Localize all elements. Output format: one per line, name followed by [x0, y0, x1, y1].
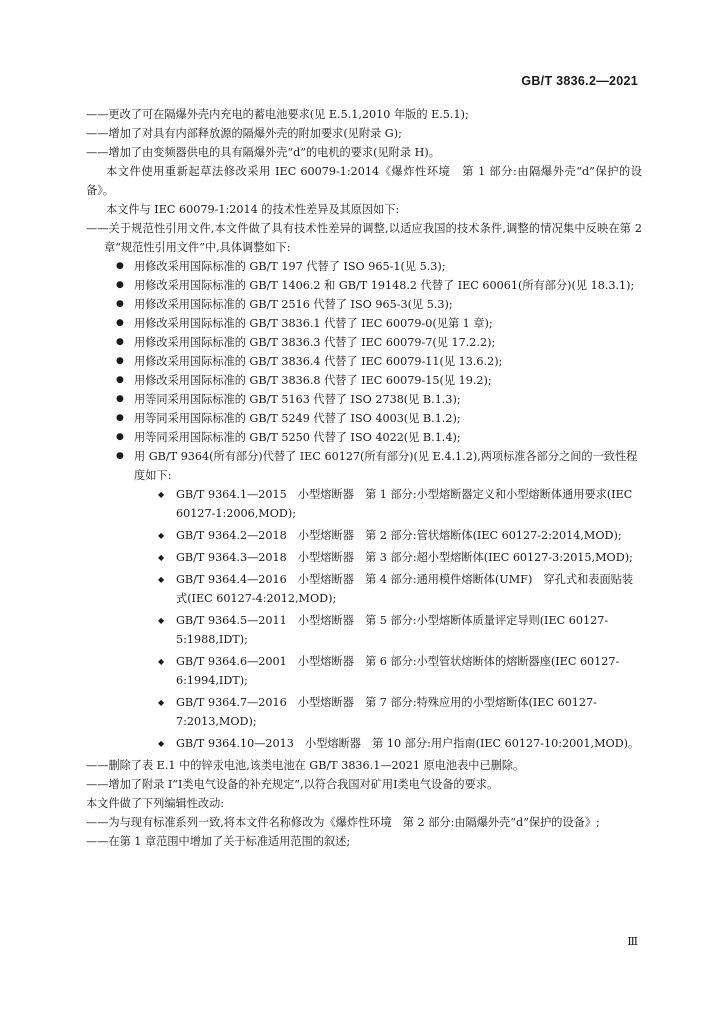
- bullet-icon: ●: [116, 261, 124, 271]
- list-item-text: 用等同采用国际标准的 GB/T 5249 代替了 ISO 4003(见 B.1.2);: [134, 412, 461, 425]
- page-number: Ⅲ: [627, 935, 638, 948]
- bullet-icon: ●: [116, 394, 124, 404]
- technical-difference-intro: 本文件与 IEC 60079-1:2014 的技术性差异及其原因如下:: [106, 203, 400, 216]
- sub-list-item: [86, 652, 642, 690]
- list-item: [86, 447, 642, 485]
- document-body: [86, 105, 642, 851]
- editorial-change-item: ——在第 1 章范围中增加了关于标准适用范围的叙述;: [86, 835, 351, 848]
- change-item: ——更改了可在隔爆外壳内充电的蓄电池要求(见 E.5.1,2010 年版的 E.5.1);: [86, 108, 469, 121]
- list-item-text: 用修改采用国际标准的 GB/T 1406.2 和 GB/T 19148.2 代替了 IEC 60061(所有部分)(见 18.3.1);: [134, 279, 635, 292]
- diamond-bullet-icon: ◆: [158, 616, 165, 625]
- sub-list-item: [86, 693, 642, 731]
- bullet-icon: ●: [116, 318, 124, 328]
- list-item: [86, 390, 642, 409]
- sub-list-item-text: GB/T 9364.2—2018 小型熔断器 第 2 部分:管状熔断体(IEC 60127-2:2014,MOD);: [176, 529, 622, 542]
- sub-list-item-text: GB/T 9364.1—2015 小型熔断器 第 1 部分:小型熔断器定义和小型熔断体通用要求(IEC 60127-1:2006,MOD);: [176, 488, 633, 520]
- list-item: [86, 295, 642, 314]
- sub-list-item-text: GB/T 9364.4—2016 小型熔断器 第 4 部分:通用模件熔断体(UMF) 穿孔式和表面贴装式(IEC 60127-4:2012,MOD);: [176, 573, 634, 605]
- bullet-icon: ●: [116, 299, 124, 309]
- sub-list-item: [86, 548, 642, 567]
- list-item-text: 用修改采用国际标准的 GB/T 3836.8 代替了 IEC 60079-15(见 19.2);: [134, 374, 492, 387]
- sub-list-item: [86, 485, 642, 523]
- sub-list-item-text: GB/T 9364.3—2018 小型熔断器 第 3 部分:超小型熔断体(IEC 60127-3:2015,MOD);: [176, 551, 633, 564]
- sub-list-item: [86, 734, 642, 753]
- list-item-text: 用修改采用国际标准的 GB/T 197 代替了 ISO 965-1(见 5.3);: [134, 260, 446, 273]
- list-item: [86, 371, 642, 390]
- editorial-changes-intro: 本文件做了下列编辑性改动:: [86, 797, 225, 810]
- list-item-text: 用等同采用国际标准的 GB/T 5163 代替了 ISO 2738(见 B.1.3);: [134, 393, 461, 406]
- sub-list-item-text: GB/T 9364.6—2001 小型熔断器 第 6 部分:小型管状熔断体的熔断器座(IEC 60127-6:1994,IDT);: [176, 655, 620, 687]
- bullet-icon: ●: [116, 375, 124, 385]
- list-item: [86, 428, 642, 447]
- change-item: ——增加了附录 I“Ⅰ类电气设备的补充规定”,以符合我国对矿用Ⅰ类电气设备的要求。: [86, 778, 499, 791]
- list-item-text: 用修改采用国际标准的 GB/T 2516 代替了 ISO 965-3(见 5.3);: [134, 298, 453, 311]
- change-item: ——增加了对具有内部释放源的隔爆外壳的附加要求(见附录 G);: [86, 127, 402, 140]
- bullet-icon: ●: [116, 337, 124, 347]
- list-item-text: 用修改采用国际标准的 GB/T 3836.1 代替了 IEC 60079-0(见第 1 章);: [134, 317, 493, 330]
- diamond-bullet-icon: ◆: [158, 739, 165, 748]
- diamond-bullet-icon: ◆: [158, 553, 165, 562]
- list-item-text: 用修改采用国际标准的 GB/T 3836.3 代替了 IEC 60079-7(见 17.2.2);: [134, 336, 496, 349]
- change-item: ——增加了由变频器供电的具有隔爆外壳“d”的电机的要求(见附录 H)。: [86, 146, 440, 159]
- bullet-icon: ●: [116, 356, 124, 366]
- list-item-text: 用修改采用国际标准的 GB/T 3836.4 代替了 IEC 60079-11(见 13.6.2);: [134, 355, 503, 368]
- list-item-text: 用 GB/T 9364(所有部分)代替了 IEC 60127(所有部分)(见 E.4.1.2),两项标准各部分之间的一致性程度如下:: [134, 450, 638, 482]
- bullet-icon: ●: [116, 413, 124, 423]
- list-item-text: 用等同采用国际标准的 GB/T 5250 代替了 ISO 4022(见 B.1.4);: [134, 431, 461, 444]
- standard-code-header: GB/T 3836.2—2021: [521, 74, 638, 88]
- sub-list-item-text: GB/T 9364.10—2013 小型熔断器 第 10 部分:用户指南(IEC 60127-10:2001,MOD)。: [176, 737, 640, 750]
- sub-list-item: [86, 526, 642, 545]
- modification-statement: 本文件使用重新起草法修改采用 IEC 60079-1:2014《爆炸性环境 第 1 部分:由隔爆外壳“d”保护的设备》。: [86, 165, 642, 197]
- normative-reference-change: ——关于规范性引用文件,本文件做了具有技术性差异的调整,以适应我国的技术条件,调整的情况集中反映在第 2 章“规范性引用文件”中,具体调整如下:: [86, 222, 642, 254]
- diamond-bullet-icon: ◆: [158, 490, 165, 499]
- sub-list-item: [86, 611, 642, 649]
- list-item: [86, 409, 642, 428]
- list-item: [86, 314, 642, 333]
- sub-list-item-text: GB/T 9364.5—2011 小型熔断器 第 5 部分:小型熔断体质量评定导则(IEC 60127-5:1988,IDT);: [176, 614, 609, 646]
- list-item: [86, 257, 642, 276]
- list-item: [86, 276, 642, 295]
- list-item: [86, 352, 642, 371]
- bullet-icon: ●: [116, 432, 124, 442]
- diamond-bullet-icon: ◆: [158, 531, 165, 540]
- bullet-icon: ●: [116, 451, 124, 461]
- bullet-icon: ●: [116, 280, 124, 290]
- list-item: [86, 333, 642, 352]
- change-item: ——删除了表 E.1 中的锌汞电池,该类电池在 GB/T 3836.1—2021 原电池表中已删除。: [86, 759, 525, 772]
- editorial-change-item: ——为与现有标准系列一致,将本文件名称修改为《爆炸性环境 第 2 部分:由隔爆外壳“d”保护的设备》;: [86, 816, 600, 829]
- diamond-bullet-icon: ◆: [158, 698, 165, 707]
- sub-list-item: [86, 570, 642, 608]
- diamond-bullet-icon: ◆: [158, 575, 165, 584]
- diamond-bullet-icon: ◆: [158, 657, 165, 666]
- sub-list-item-text: GB/T 9364.7—2016 小型熔断器 第 7 部分:特殊应用的小型熔断体(IEC 60127-7:2013,MOD);: [176, 696, 597, 728]
